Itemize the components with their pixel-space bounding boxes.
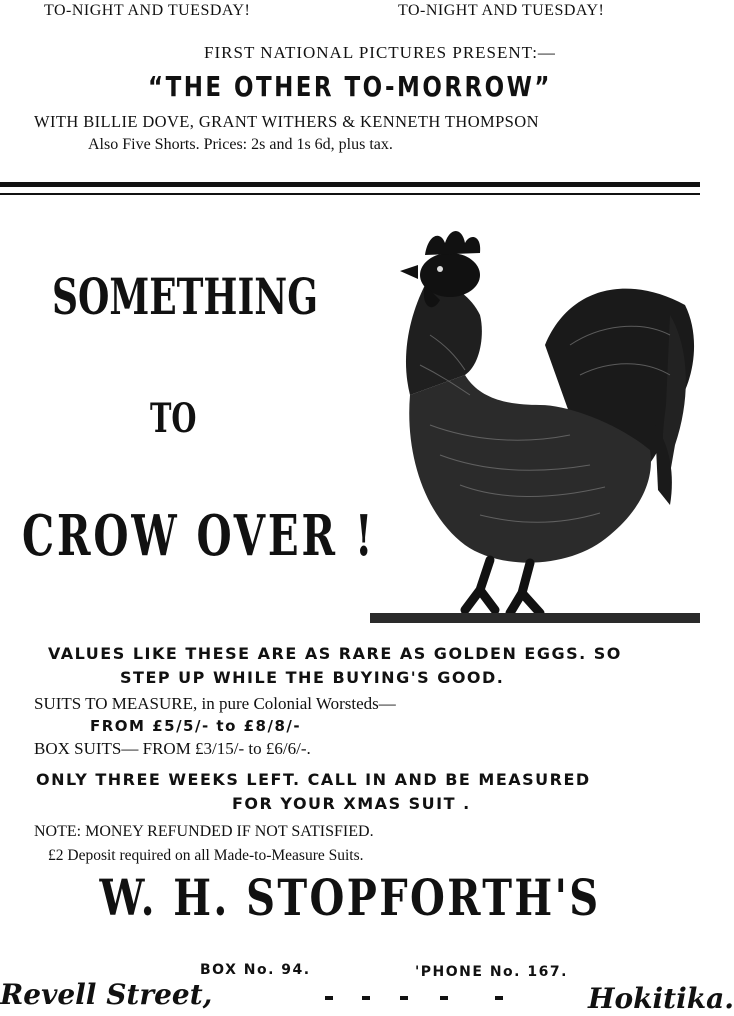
cast-line: WITH BILLIE DOVE, GRANT WITHERS & KENNETH THOMPSON bbox=[34, 112, 539, 131]
shop-name: W. H. STOPFORTH'S bbox=[99, 868, 601, 927]
values-line-1: VALUES LIKE THESE ARE AS RARE AS GOLDEN EGGS. SO bbox=[48, 644, 622, 663]
leader-dash bbox=[495, 996, 503, 1000]
rooster-illustration bbox=[370, 225, 700, 630]
leader-dash bbox=[400, 996, 408, 1000]
suits-to-measure: SUITS TO MEASURE, in pure Colonial Worsteds— bbox=[34, 694, 396, 713]
presenter-line: FIRST NATIONAL PICTURES PRESENT:— bbox=[204, 43, 556, 62]
street-address: Revell Street, bbox=[0, 978, 213, 1011]
headline-something: SOMETHING bbox=[52, 267, 318, 326]
cinema-date-right: TO-NIGHT AND TUESDAY! bbox=[398, 2, 605, 19]
town-name: Hokitika. bbox=[588, 982, 734, 1015]
refund-note: NOTE: MONEY REFUNDED IF NOT SATISFIED. bbox=[34, 823, 374, 840]
leader-dash bbox=[362, 996, 370, 1000]
divider-rule bbox=[0, 182, 700, 187]
phone-number: 'PHONE No. 167. bbox=[415, 964, 568, 980]
suits-price: FROM £5/5/- to £8/8/- bbox=[90, 717, 302, 735]
film-title: “THE OTHER TO-MORROW” bbox=[148, 70, 552, 103]
cinema-date-left: TO-NIGHT AND TUESDAY! bbox=[44, 2, 251, 19]
weeks-left-line-2: FOR YOUR XMAS SUIT . bbox=[232, 794, 471, 813]
headline-crow-over: CROW OVER ! bbox=[22, 503, 376, 569]
prices-line: Also Five Shorts. Prices: 2s and 1s 6d, plus tax. bbox=[88, 136, 393, 153]
values-line-2: STEP UP WHILE THE BUYING'S GOOD. bbox=[120, 668, 505, 687]
divider-rule-thin bbox=[0, 193, 700, 195]
leader-dash bbox=[440, 996, 448, 1000]
headline-to: TO bbox=[150, 395, 197, 442]
weeks-left-line-1: ONLY THREE WEEKS LEFT. CALL IN AND BE MEASURED bbox=[36, 770, 591, 789]
box-number: BOX No. 94. bbox=[200, 962, 311, 978]
deposit-note: £2 Deposit required on all Made-to-Measure Suits. bbox=[48, 847, 364, 864]
leader-dash bbox=[325, 996, 333, 1000]
box-suits: BOX SUITS— FROM £3/15/- to £6/6/-. bbox=[34, 739, 311, 758]
